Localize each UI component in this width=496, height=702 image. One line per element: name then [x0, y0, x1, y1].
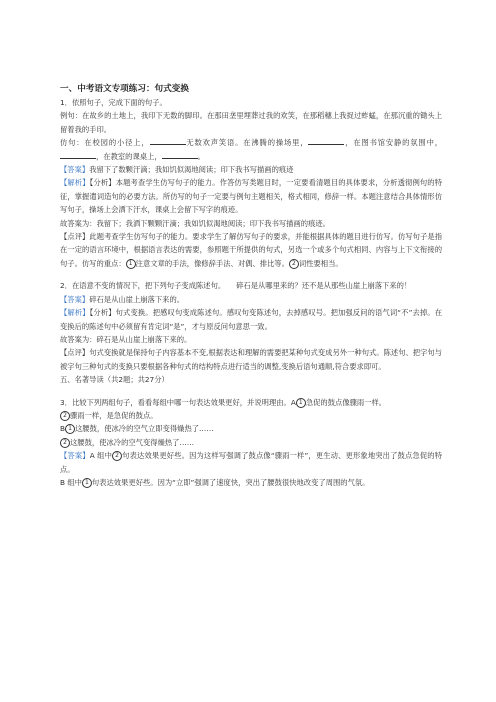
q2-answer — [60, 293, 442, 306]
section-heading: 五、名著导读（共2题；共27分） — [60, 375, 169, 385]
circled-two-icon: 2 — [60, 438, 70, 448]
q2-analysis — [60, 306, 442, 333]
q1-imitate-d: ，在教室的课桌上， — [96, 151, 162, 161]
circled-one-icon: 1 — [296, 398, 306, 408]
q3-prompt-a: 3．比较下列两组句子，看看每组中哪一句表达效果更好，并说明理由。A — [60, 397, 296, 407]
q1-imitate-b: 无数欢声笑语。在沸腾的操场里， — [185, 138, 309, 148]
page-title: 一、中考语文专项练习：句式变换 — [60, 84, 189, 94]
q3-line-a2-text: 骤雨一样，是急促的鼓点。 — [70, 410, 158, 420]
q1-answer-line: 故答案为：我留下；我洒下颗颗汗滴；我如饥似渴地阅读；印下我书写描画的痕迹。 — [60, 218, 330, 228]
q2-comment — [60, 346, 442, 373]
blank-3[interactable] — [60, 150, 96, 159]
circled-two-icon: 2 — [112, 451, 122, 461]
q3-answer-b: 句表达效果更好些。因为这样写强调了鼓点像“骤雨一样”，更生动、更形象地突出了鼓点急促的特点。 — [60, 451, 443, 474]
comment-tag: 【点评】 — [60, 348, 90, 358]
q1-prompt: 1．依照句子，完成下面的句子。 — [60, 98, 167, 107]
blank-1[interactable] — [150, 136, 186, 145]
q2-analysis-text: 【分析】句式变换。把感叹句变成陈述句。感叹句变陈述句，去掉感叹号。把加强反问的语气词“不”去掉。在变换后的陈述句中必须留有肯定词“是”，才与原反问句意思一致。 — [60, 308, 442, 331]
q2-answer-text: 碎石是从山崖上崩落下来的。 — [89, 294, 185, 304]
q1-analysis-text: 【分析】本题考查学生仿写句子的能力。作答仿写类题目时，一定要看清题目的具体要求，分析透彻例句的特征，掌握遣词造句的必要方法。所仿写的句子一定要与例句主题相关，格式相同，修辞一样。本题注意结合具体情形仿写句子，操场上会洒下汗水，课桌上会留下写字的痕迹。 — [60, 178, 443, 215]
circled-one-icon: 1 — [82, 478, 92, 488]
q1-imitate — [60, 136, 442, 163]
q3-line-b1-text: 这腰鼓，使冰冷的空气立即变得燥热了…… — [75, 424, 214, 434]
q1-answer — [60, 163, 442, 176]
circled-two-icon: 2 — [60, 411, 70, 421]
q1-imitate-c: ，在图书馆安静的氛围中， — [344, 138, 443, 148]
answer-tag: 【答案】 — [60, 294, 90, 304]
blank-4[interactable] — [162, 150, 198, 159]
q3-line-b2-text: 这腰鼓，使冰冷的空气变得燥热了…… — [70, 437, 195, 447]
q1-comment-c: 词性要相当。 — [298, 258, 343, 268]
analysis-tag: 【解析】 — [60, 178, 90, 188]
q1-imitate-e: 。 — [197, 151, 205, 161]
comment-tag: 【点评】 — [60, 232, 90, 242]
q2-prompt: 2．在语意不变的情况下，把下列句子变成陈述句。 碎石是从哪里来的？还不是从那些山崖上崩落下来的！ — [60, 281, 412, 291]
q3-answer-2 — [60, 476, 442, 489]
q1-comment-a: 此题考查学生仿写句子的能力。要求学生了解仿写句子的要求，并能根据具体的题目进行仿写。仿写句子是指在一定的语言环境中，根据语言表达的需要，参照题干所提供的句式，另选一个或多个句式相同、内容与上下文衔接的句子。仿写的重点： — [60, 232, 442, 268]
analysis-tag: 【解析】 — [60, 308, 90, 318]
circled-two-icon: 2 — [289, 259, 299, 269]
q3-answer-c: B 组中 — [60, 477, 82, 487]
answer-tag: 【答案】 — [60, 165, 90, 175]
q2-answer-line: 故答案为：碎石是从山崖上崩落下来的。 — [60, 334, 192, 344]
q3-prompt-b: 急促的鼓点像骤雨一样。 — [305, 397, 387, 407]
q3-line-b2 — [60, 436, 442, 449]
q1-analysis — [60, 176, 442, 216]
answer-tag: 【答案】 — [60, 451, 90, 461]
circled-one-icon: 1 — [126, 259, 136, 269]
q3-answer — [60, 449, 442, 476]
q1-comment — [60, 230, 442, 270]
q1-comment-b: 注意文章的手法，像修辞手法、对偶、排比等。 — [135, 258, 289, 268]
q1-imitate-a: 仿句：在校园的小径上， — [60, 138, 150, 148]
q3-line-b1-label: B — [60, 424, 66, 434]
q3-prompt — [60, 396, 442, 409]
q1-example: 例句：在故乡的土地上，我印下无数的脚印。在那田垄里埋葬过我的欢笑，在那稻穗上我捉过蚱蜢，在那沉重的锄头上留着我的手印。 — [60, 111, 442, 134]
q3-answer-d: 句表达效果更好些。因为“立即”强调了速度快，突出了腰鼓很快地改变了周围的气氛。 — [91, 477, 370, 487]
q3-line-b1 — [60, 422, 442, 435]
circled-one-icon: 1 — [65, 424, 75, 434]
blank-2[interactable] — [308, 136, 344, 145]
q3-line-a2 — [60, 409, 442, 422]
q2-comment-text: 句式变换就是保持句子内容基本不变,根据表达和理解的需要把某种句式变成另外一种句式。陈述句、把字句与被字句三种句式的变换只要根据各种句式的结构特点进行适当的调整,变换后语句通顺,符合要求即可。 — [60, 348, 443, 371]
document-page — [60, 82, 442, 489]
q3-answer-a: A 组中 — [89, 451, 113, 461]
q1-answer-text: 我留下了数颗汗滴；我如饥似渴地阅读；印下我书写描画的痕迹 — [89, 165, 294, 175]
